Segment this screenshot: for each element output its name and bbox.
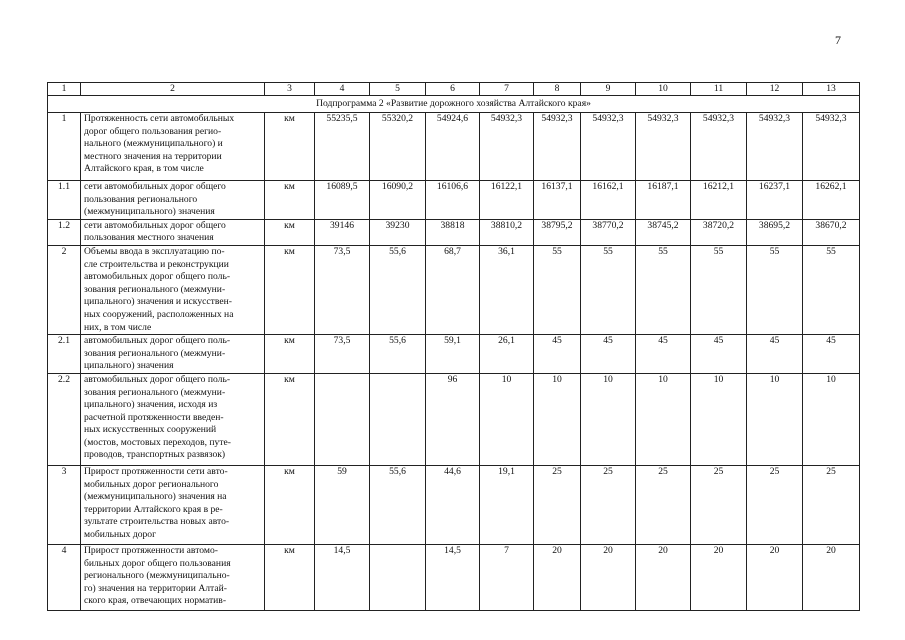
value-cell: 44,6 bbox=[426, 465, 480, 544]
value-cell: 55235,5 bbox=[315, 113, 370, 181]
indicator-name-line: ципального) значения, исходя из bbox=[84, 399, 218, 411]
value-cell: 10 bbox=[747, 373, 803, 465]
value-cell: 38810,2 bbox=[480, 219, 534, 245]
indicator-name-line: мобильных дорог bbox=[84, 528, 157, 540]
row-number: 4 bbox=[48, 544, 81, 610]
indicator-name-line: регионального (межмуниципально- bbox=[84, 570, 230, 582]
value-cell: 39146 bbox=[315, 219, 370, 245]
value-cell bbox=[370, 373, 426, 465]
indicator-name bbox=[81, 544, 265, 610]
indicator-name-line: (межмуниципального) значения на bbox=[84, 491, 227, 503]
value-cell: 55320,2 bbox=[370, 113, 426, 181]
value-cell: 45 bbox=[636, 335, 691, 374]
value-cell: 20 bbox=[747, 544, 803, 610]
column-number-cell: 5 bbox=[370, 83, 426, 96]
indicator-name-line: автомобильных дорог общего поль- bbox=[84, 271, 231, 283]
value-cell: 55,6 bbox=[370, 335, 426, 374]
value-cell: 54932,3 bbox=[747, 113, 803, 181]
value-cell: 45 bbox=[747, 335, 803, 374]
value-cell: 16162,1 bbox=[581, 181, 636, 220]
column-number-cell: 3 bbox=[265, 83, 315, 96]
indicator-name-line: сети автомобильных дорог общего bbox=[84, 219, 226, 231]
value-cell: 19,1 bbox=[480, 465, 534, 544]
value-cell: 45 bbox=[534, 335, 581, 374]
row-number: 2.2 bbox=[48, 373, 81, 465]
value-cell bbox=[315, 373, 370, 465]
unit-cell: км bbox=[265, 219, 315, 245]
indicator-name bbox=[81, 245, 265, 334]
indicator-name-line: автомобильных дорог общего поль- bbox=[84, 373, 231, 385]
indicator-name-line: зования регионального (межмуни- bbox=[84, 347, 226, 359]
value-cell: 96 bbox=[426, 373, 480, 465]
value-cell: 54932,3 bbox=[691, 113, 747, 181]
indicator-name-line: пользования местного значения bbox=[84, 232, 214, 244]
value-cell: 14,5 bbox=[426, 544, 480, 610]
column-number-cell: 11 bbox=[691, 83, 747, 96]
indicator-name-line: дорог общего пользования регио- bbox=[84, 125, 222, 137]
value-cell: 16187,1 bbox=[636, 181, 691, 220]
table-row bbox=[48, 219, 860, 245]
value-cell: 10 bbox=[534, 373, 581, 465]
column-number-cell: 7 bbox=[480, 83, 534, 96]
indicator-name-line: зования регионального (межмуни- bbox=[84, 386, 226, 398]
value-cell: 39230 bbox=[370, 219, 426, 245]
value-cell: 54932,3 bbox=[480, 113, 534, 181]
unit-cell: км bbox=[265, 113, 315, 181]
column-number-cell: 1 bbox=[48, 83, 81, 96]
value-cell: 54932,3 bbox=[534, 113, 581, 181]
value-cell: 38745,2 bbox=[636, 219, 691, 245]
value-cell: 54932,3 bbox=[636, 113, 691, 181]
column-number-cell: 6 bbox=[426, 83, 480, 96]
value-cell: 25 bbox=[691, 465, 747, 544]
row-number: 2.1 bbox=[48, 335, 81, 374]
indicator-name bbox=[81, 465, 265, 544]
value-cell: 54932,3 bbox=[803, 113, 860, 181]
indicator-name-line: Протяженность сети автомобильных bbox=[84, 113, 235, 124]
table-row bbox=[48, 113, 860, 181]
table-row bbox=[48, 544, 860, 610]
indicator-name-line: автомобильных дорог общего поль- bbox=[84, 335, 231, 347]
indicator-name-line: сле строительства и реконструкции bbox=[84, 258, 229, 270]
value-cell: 59,1 bbox=[426, 335, 480, 374]
value-cell: 55 bbox=[581, 245, 636, 334]
indicator-name-line: территории Алтайского края в ре- bbox=[84, 503, 223, 515]
value-cell: 68,7 bbox=[426, 245, 480, 334]
value-cell: 38818 bbox=[426, 219, 480, 245]
table-row bbox=[48, 245, 860, 334]
table-row bbox=[48, 335, 860, 374]
value-cell: 16122,1 bbox=[480, 181, 534, 220]
indicator-name-line: ципального) значения bbox=[84, 360, 174, 372]
value-cell: 54924,6 bbox=[426, 113, 480, 181]
value-cell: 10 bbox=[636, 373, 691, 465]
indicator-name-line: зования регионального (межмуни- bbox=[84, 283, 226, 295]
value-cell: 55,6 bbox=[370, 465, 426, 544]
value-cell: 54932,3 bbox=[581, 113, 636, 181]
row-number: 1 bbox=[48, 113, 81, 181]
indicators-table bbox=[47, 82, 860, 611]
indicator-name-line: Объемы ввода в эксплуатацию по- bbox=[84, 245, 225, 257]
indicator-name-line: проводов, транспортных развязок) bbox=[84, 449, 226, 461]
value-cell: 55,6 bbox=[370, 245, 426, 334]
column-number-cell: 4 bbox=[315, 83, 370, 96]
value-cell: 55 bbox=[534, 245, 581, 334]
unit-cell: км bbox=[265, 373, 315, 465]
indicator-name-line: Прирост протяженности автомо- bbox=[84, 544, 218, 556]
page-number: 7 bbox=[835, 33, 841, 47]
value-cell: 25 bbox=[534, 465, 581, 544]
value-cell: 25 bbox=[636, 465, 691, 544]
value-cell: 16089,5 bbox=[315, 181, 370, 220]
value-cell: 10 bbox=[803, 373, 860, 465]
indicator-name bbox=[81, 219, 265, 245]
indicator-name-line: ского края, отвечающих норматив- bbox=[84, 595, 227, 607]
unit-cell: км bbox=[265, 544, 315, 610]
value-cell: 10 bbox=[480, 373, 534, 465]
value-cell: 16262,1 bbox=[803, 181, 860, 220]
value-cell: 73,5 bbox=[315, 245, 370, 334]
indicator-name-line: расчетной протяженности введен- bbox=[84, 411, 224, 423]
indicator-name bbox=[81, 373, 265, 465]
table-row bbox=[48, 465, 860, 544]
row-number: 2 bbox=[48, 245, 81, 334]
value-cell: 38795,2 bbox=[534, 219, 581, 245]
indicator-name-line: зультате строительства новых авто- bbox=[84, 516, 230, 528]
indicator-name-line: бильных дорог общего пользования bbox=[84, 557, 231, 569]
column-number-cell: 9 bbox=[581, 83, 636, 96]
unit-cell: км bbox=[265, 245, 315, 334]
indicator-name bbox=[81, 181, 265, 220]
indicator-name-line: них, в том числе bbox=[84, 321, 152, 333]
value-cell bbox=[370, 544, 426, 610]
value-cell: 25 bbox=[747, 465, 803, 544]
indicator-name-line: го) значения на территории Алтай- bbox=[84, 582, 227, 594]
unit-cell: км bbox=[265, 465, 315, 544]
value-cell: 38770,2 bbox=[581, 219, 636, 245]
value-cell: 14,5 bbox=[315, 544, 370, 610]
indicator-name-line: Прирост протяженности сети авто- bbox=[84, 465, 228, 477]
value-cell: 55 bbox=[691, 245, 747, 334]
indicator-name-line: Алтайского края, в том числе bbox=[84, 163, 204, 175]
table-row bbox=[48, 181, 860, 220]
value-cell: 36,1 bbox=[480, 245, 534, 334]
value-cell: 25 bbox=[581, 465, 636, 544]
value-cell: 38695,2 bbox=[747, 219, 803, 245]
indicator-name-line: ных искусственных сооружений bbox=[84, 424, 217, 436]
column-number-cell: 10 bbox=[636, 83, 691, 96]
value-cell: 59 bbox=[315, 465, 370, 544]
indicator-name-line: (межмуниципального) значения bbox=[84, 206, 215, 218]
indicator-name-line: сети автомобильных дорог общего bbox=[84, 181, 226, 192]
value-cell: 20 bbox=[803, 544, 860, 610]
indicator-name-line: ных сооружений, расположенных на bbox=[84, 308, 234, 320]
value-cell: 16106,6 bbox=[426, 181, 480, 220]
value-cell: 16137,1 bbox=[534, 181, 581, 220]
indicator-name-line: (мостов, мостовых переходов, путе- bbox=[84, 436, 232, 448]
indicator-name-line: ципального) значения и искусствен- bbox=[84, 296, 232, 308]
column-number-cell: 8 bbox=[534, 83, 581, 96]
indicator-name-line: нального (межмуниципального) и bbox=[84, 138, 223, 150]
subprogram-row bbox=[48, 96, 860, 113]
value-cell: 38670,2 bbox=[803, 219, 860, 245]
unit-cell: км bbox=[265, 181, 315, 220]
unit-cell: км bbox=[265, 335, 315, 374]
value-cell: 26,1 bbox=[480, 335, 534, 374]
value-cell: 55 bbox=[803, 245, 860, 334]
value-cell: 20 bbox=[534, 544, 581, 610]
value-cell: 45 bbox=[691, 335, 747, 374]
value-cell: 16237,1 bbox=[747, 181, 803, 220]
value-cell: 55 bbox=[636, 245, 691, 334]
value-cell: 45 bbox=[581, 335, 636, 374]
value-cell: 10 bbox=[581, 373, 636, 465]
value-cell: 10 bbox=[691, 373, 747, 465]
value-cell: 45 bbox=[803, 335, 860, 374]
column-number-cell: 13 bbox=[803, 83, 860, 96]
row-number: 1.1 bbox=[48, 181, 81, 220]
row-number: 1.2 bbox=[48, 219, 81, 245]
value-cell: 7 bbox=[480, 544, 534, 610]
indicator-name bbox=[81, 335, 265, 374]
value-cell: 25 bbox=[803, 465, 860, 544]
value-cell: 55 bbox=[747, 245, 803, 334]
indicator-name-line: местного значения на территории bbox=[84, 150, 222, 162]
column-number-cell: 2 bbox=[81, 83, 265, 96]
value-cell: 73,5 bbox=[315, 335, 370, 374]
value-cell: 20 bbox=[636, 544, 691, 610]
table-row bbox=[48, 373, 860, 465]
value-cell: 16212,1 bbox=[691, 181, 747, 220]
value-cell: 38720,2 bbox=[691, 219, 747, 245]
column-number-row bbox=[48, 83, 860, 96]
column-number-cell: 12 bbox=[747, 83, 803, 96]
value-cell: 16090,2 bbox=[370, 181, 426, 220]
indicator-name-line: пользования регионального bbox=[84, 193, 198, 205]
indicator-name-line: мобильных дорог регионального bbox=[84, 478, 219, 490]
indicator-name bbox=[81, 113, 265, 181]
subprogram-title: Подпрограмма 2 «Развитие дорожного хозяйства Алтайского края» bbox=[48, 96, 860, 113]
value-cell: 20 bbox=[691, 544, 747, 610]
row-number: 3 bbox=[48, 465, 81, 544]
value-cell: 20 bbox=[581, 544, 636, 610]
